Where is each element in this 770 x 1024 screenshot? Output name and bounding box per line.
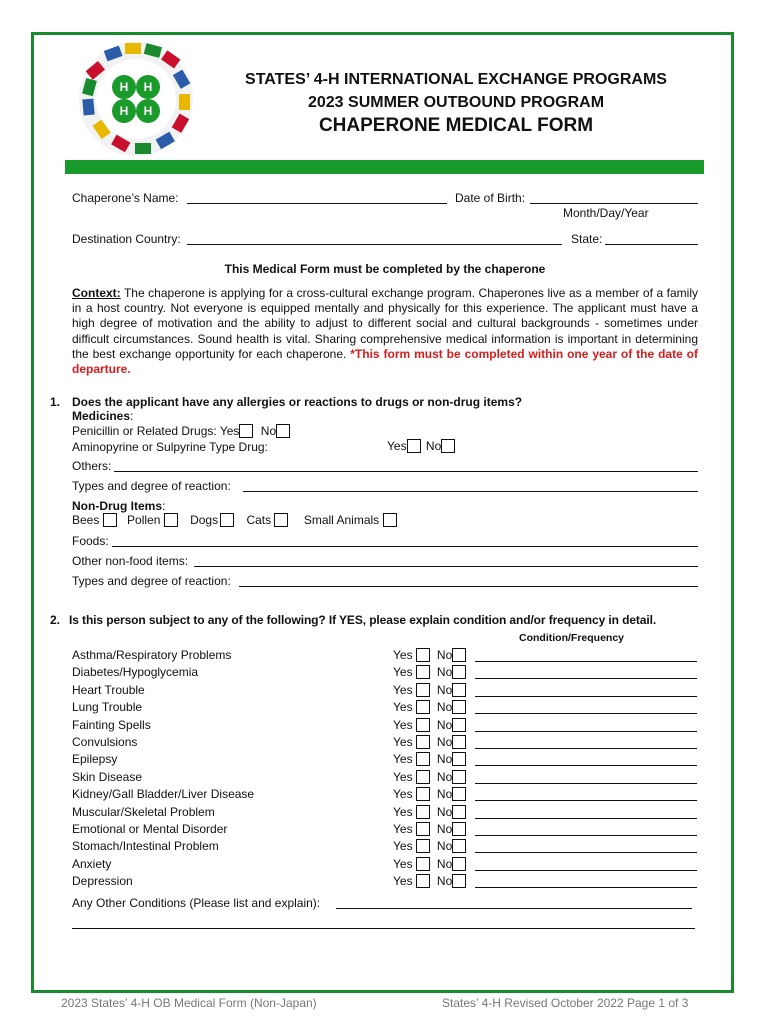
aminopyrine-yes-checkbox[interactable] bbox=[407, 439, 421, 453]
condition-options bbox=[393, 665, 466, 679]
condition-options bbox=[393, 683, 466, 697]
small-animals-label: Small Animals bbox=[303, 513, 380, 527]
reaction-label-1: Types and degree of reaction: bbox=[72, 479, 231, 493]
condition-label: Convulsions bbox=[72, 735, 138, 749]
aminopyrine-yes-label: Yes bbox=[387, 439, 407, 453]
other-nonfood-label: Other non-food items: bbox=[72, 554, 189, 568]
yes-checkbox[interactable] bbox=[416, 874, 430, 888]
yes-checkbox[interactable] bbox=[416, 665, 430, 679]
state-field[interactable] bbox=[605, 244, 698, 245]
condition-detail-field[interactable] bbox=[475, 870, 697, 871]
footer-right: States’ 4-H Revised October 2022 Page 1 of 3 bbox=[442, 996, 689, 1010]
dogs-checkbox[interactable] bbox=[220, 513, 234, 527]
yes-label: Yes bbox=[393, 769, 413, 784]
context-label: Context: bbox=[72, 286, 121, 300]
condition-row bbox=[72, 770, 698, 787]
other-conditions-field-2[interactable] bbox=[72, 928, 695, 929]
foods-field[interactable] bbox=[112, 546, 698, 547]
nondrug-options bbox=[72, 513, 397, 527]
condition-options bbox=[393, 752, 466, 766]
name-field[interactable] bbox=[187, 203, 447, 204]
condition-row bbox=[72, 787, 698, 804]
condition-label: Stomach/Intestinal Problem bbox=[72, 839, 219, 854]
bees-checkbox[interactable] bbox=[103, 513, 117, 527]
q2-number: 2. bbox=[50, 613, 61, 627]
footer-left: 2023 States’ 4-H OB Medical Form (Non-Japan) bbox=[61, 996, 317, 1010]
svg-text:H: H bbox=[119, 104, 129, 118]
condition-detail-field[interactable] bbox=[475, 835, 697, 836]
condition-detail-field[interactable] bbox=[475, 713, 697, 714]
aminopyrine-no-label: No bbox=[425, 439, 442, 453]
no-label: No bbox=[436, 822, 453, 836]
no-label: No bbox=[436, 874, 453, 889]
dob-label: Date of Birth: bbox=[455, 191, 526, 205]
foods-label: Foods: bbox=[72, 534, 109, 548]
other-conditions-field[interactable] bbox=[336, 908, 692, 909]
no-label: No bbox=[436, 752, 453, 767]
dob-hint: Month/Day/Year bbox=[563, 206, 649, 220]
q2-question: Is this person subject to any of the following? If YES, please explain condition and/or frequency in detail. bbox=[69, 613, 657, 627]
condition-frequency-header: Condition/Frequency bbox=[519, 632, 624, 644]
no-checkbox[interactable] bbox=[452, 648, 466, 662]
aminopyrine-options bbox=[387, 439, 455, 453]
no-checkbox[interactable] bbox=[452, 665, 466, 679]
condition-row bbox=[72, 752, 698, 769]
dob-field[interactable] bbox=[530, 203, 698, 204]
condition-detail-field[interactable] bbox=[475, 696, 697, 697]
condition-detail-field[interactable] bbox=[475, 678, 697, 679]
yes-label: Yes bbox=[393, 839, 413, 854]
condition-detail-field[interactable] bbox=[475, 800, 697, 801]
yes-label: Yes bbox=[393, 682, 413, 697]
condition-detail-field[interactable] bbox=[475, 887, 697, 888]
others-field[interactable] bbox=[114, 471, 698, 472]
no-checkbox[interactable] bbox=[452, 718, 466, 732]
condition-label: Anxiety bbox=[72, 856, 112, 871]
penicillin-no-label: No bbox=[260, 424, 277, 438]
condition-options bbox=[393, 787, 466, 801]
no-label: No bbox=[436, 787, 453, 802]
yes-label: Yes bbox=[393, 648, 413, 662]
pollen-checkbox[interactable] bbox=[164, 513, 178, 527]
yes-label: Yes bbox=[393, 804, 413, 819]
condition-detail-field[interactable] bbox=[475, 731, 697, 732]
no-checkbox[interactable] bbox=[452, 857, 466, 871]
no-label: No bbox=[436, 700, 453, 715]
no-label: No bbox=[436, 648, 453, 662]
condition-options bbox=[393, 805, 466, 819]
context-text: The chaperone is applying for a cross-cultural exchange program. Chaperones live as a member of a family in a host country. Not everyone is equipped mentally and physically for this experience. The applicant must have a high degree of motivation and the ability to adjust to different social and cultural backgrounds - sometimes under difficult circumstances. Sound health is vital. Sharing comprehensive medical information is important in determining the best exchange opportunity for each chaperone. bbox=[72, 286, 698, 361]
no-checkbox[interactable] bbox=[452, 700, 466, 714]
other-nonfood-field[interactable] bbox=[194, 566, 698, 567]
svg-text:H: H bbox=[143, 80, 153, 94]
no-checkbox[interactable] bbox=[452, 805, 466, 819]
condition-row bbox=[72, 665, 698, 682]
condition-label: Skin Disease bbox=[72, 769, 143, 784]
context-paragraph bbox=[72, 286, 698, 377]
yes-label: Yes bbox=[393, 700, 413, 715]
yes-label: Yes bbox=[393, 856, 413, 871]
no-checkbox[interactable] bbox=[452, 874, 466, 888]
yes-checkbox[interactable] bbox=[416, 787, 430, 801]
header-line-1: STATES’ 4-H INTERNATIONAL EXCHANGE PROGRAMS bbox=[245, 71, 667, 88]
header-divider bbox=[65, 160, 704, 174]
reaction-field-1[interactable] bbox=[243, 491, 698, 492]
condition-label: Emotional or Mental Disorder bbox=[72, 822, 228, 836]
condition-row bbox=[72, 700, 698, 717]
header-line-2: 2023 SUMMER OUTBOUND PROGRAM bbox=[307, 94, 605, 111]
condition-label: Heart Trouble bbox=[72, 682, 145, 697]
penicillin-row bbox=[72, 424, 290, 438]
svg-text:H: H bbox=[143, 104, 153, 118]
no-checkbox[interactable] bbox=[452, 822, 466, 836]
other-conditions-label: Any Other Conditions (Please list and explain): bbox=[72, 896, 321, 910]
no-label: No bbox=[436, 856, 453, 871]
yes-label: Yes bbox=[393, 787, 413, 802]
penicillin-label: Penicillin or Related Drugs: Yes bbox=[72, 424, 240, 438]
q1-question: Does the applicant have any allergies or reactions to drugs or non-drug items? bbox=[72, 395, 523, 409]
yes-checkbox[interactable] bbox=[416, 648, 430, 662]
condition-options bbox=[393, 718, 466, 732]
condition-row bbox=[72, 718, 698, 735]
condition-label: Epilepsy bbox=[72, 752, 118, 767]
yes-checkbox[interactable] bbox=[416, 805, 430, 819]
reaction-label-2: Types and degree of reaction: bbox=[72, 574, 231, 588]
condition-row bbox=[72, 857, 698, 874]
condition-detail-field[interactable] bbox=[475, 852, 697, 853]
condition-label: Asthma/Respiratory Problems bbox=[72, 648, 232, 662]
no-checkbox[interactable] bbox=[452, 770, 466, 784]
condition-row bbox=[72, 805, 698, 822]
condition-label: Kidney/Gall Bladder/Liver Disease bbox=[72, 787, 255, 802]
condition-options bbox=[393, 700, 466, 714]
condition-options bbox=[393, 839, 466, 853]
no-checkbox[interactable] bbox=[452, 787, 466, 801]
penicillin-no-checkbox[interactable] bbox=[276, 424, 290, 438]
condition-detail-field[interactable] bbox=[475, 818, 697, 819]
condition-options bbox=[393, 874, 466, 888]
aminopyrine-no-checkbox[interactable] bbox=[441, 439, 455, 453]
condition-options bbox=[393, 822, 466, 836]
condition-options bbox=[393, 770, 466, 784]
form-title: CHAPERONE MEDICAL FORM bbox=[318, 115, 594, 136]
yes-label: Yes bbox=[393, 822, 413, 836]
condition-detail-field[interactable] bbox=[475, 765, 697, 766]
4h-logo bbox=[77, 40, 195, 158]
yes-checkbox[interactable] bbox=[416, 683, 430, 697]
reaction-field-2[interactable] bbox=[239, 586, 698, 587]
condition-row bbox=[72, 874, 698, 891]
yes-checkbox[interactable] bbox=[416, 700, 430, 714]
no-label: No bbox=[436, 735, 453, 749]
no-checkbox[interactable] bbox=[452, 683, 466, 697]
condition-label: Diabetes/Hypoglycemia bbox=[72, 665, 199, 680]
aminopyrine-label: Aminopyrine or Sulpyrine Type Drug: bbox=[72, 440, 268, 454]
country-label: Destination Country: bbox=[72, 232, 181, 246]
condition-label: Lung Trouble bbox=[72, 700, 143, 715]
no-label: No bbox=[436, 839, 453, 854]
condition-row bbox=[72, 735, 698, 752]
yes-label: Yes bbox=[393, 874, 413, 889]
yes-checkbox[interactable] bbox=[416, 718, 430, 732]
yes-label: Yes bbox=[393, 717, 413, 732]
no-checkbox[interactable] bbox=[452, 735, 466, 749]
condition-label: Depression bbox=[72, 874, 133, 889]
no-label: No bbox=[436, 769, 453, 784]
country-field[interactable] bbox=[187, 244, 562, 245]
context-warning: *This form must be completed within one year of the date of departure. bbox=[72, 346, 698, 377]
condition-options bbox=[393, 648, 466, 662]
yes-checkbox[interactable] bbox=[416, 735, 430, 749]
cats-label: Cats bbox=[246, 513, 272, 527]
q1-number: 1. bbox=[50, 395, 61, 409]
yes-checkbox[interactable] bbox=[416, 839, 430, 853]
bees-label: Bees bbox=[72, 513, 100, 527]
condition-label: Fainting Spells bbox=[72, 717, 151, 732]
no-label: No bbox=[436, 804, 453, 819]
no-label: No bbox=[436, 717, 453, 732]
yes-label: Yes bbox=[393, 735, 413, 749]
yes-checkbox[interactable] bbox=[416, 752, 430, 766]
svg-text:H: H bbox=[119, 80, 129, 94]
state-label: State: bbox=[571, 232, 603, 246]
no-checkbox[interactable] bbox=[452, 752, 466, 766]
nondrug-heading: Non-Drug Items: bbox=[72, 499, 166, 513]
yes-checkbox[interactable] bbox=[416, 857, 430, 871]
condition-row bbox=[72, 839, 698, 856]
condition-row bbox=[72, 822, 698, 839]
medicines-heading: Medicines: bbox=[72, 409, 134, 423]
no-checkbox[interactable] bbox=[452, 839, 466, 853]
condition-detail-field[interactable] bbox=[475, 748, 697, 749]
condition-options bbox=[393, 857, 466, 871]
others-label: Others: bbox=[72, 459, 112, 473]
condition-row bbox=[72, 683, 698, 700]
penicillin-yes-checkbox[interactable] bbox=[239, 424, 253, 438]
small-animals-checkbox[interactable] bbox=[383, 513, 397, 527]
pollen-label: Pollen bbox=[127, 513, 161, 527]
condition-label: Muscular/Skeletal Problem bbox=[72, 804, 215, 819]
yes-label: Yes bbox=[393, 752, 413, 767]
name-label: Chaperone’s Name: bbox=[72, 191, 179, 205]
no-label: No bbox=[436, 682, 453, 697]
condition-row bbox=[72, 648, 698, 665]
yes-checkbox[interactable] bbox=[416, 822, 430, 836]
completion-notice: This Medical Form must be completed by the chaperone bbox=[224, 262, 546, 276]
condition-detail-field[interactable] bbox=[475, 661, 697, 662]
no-label: No bbox=[436, 665, 453, 680]
yes-label: Yes bbox=[393, 665, 413, 680]
cats-checkbox[interactable] bbox=[274, 513, 288, 527]
condition-options bbox=[393, 735, 466, 749]
condition-detail-field[interactable] bbox=[475, 783, 697, 784]
dogs-label: Dogs bbox=[190, 513, 219, 527]
yes-checkbox[interactable] bbox=[416, 770, 430, 784]
